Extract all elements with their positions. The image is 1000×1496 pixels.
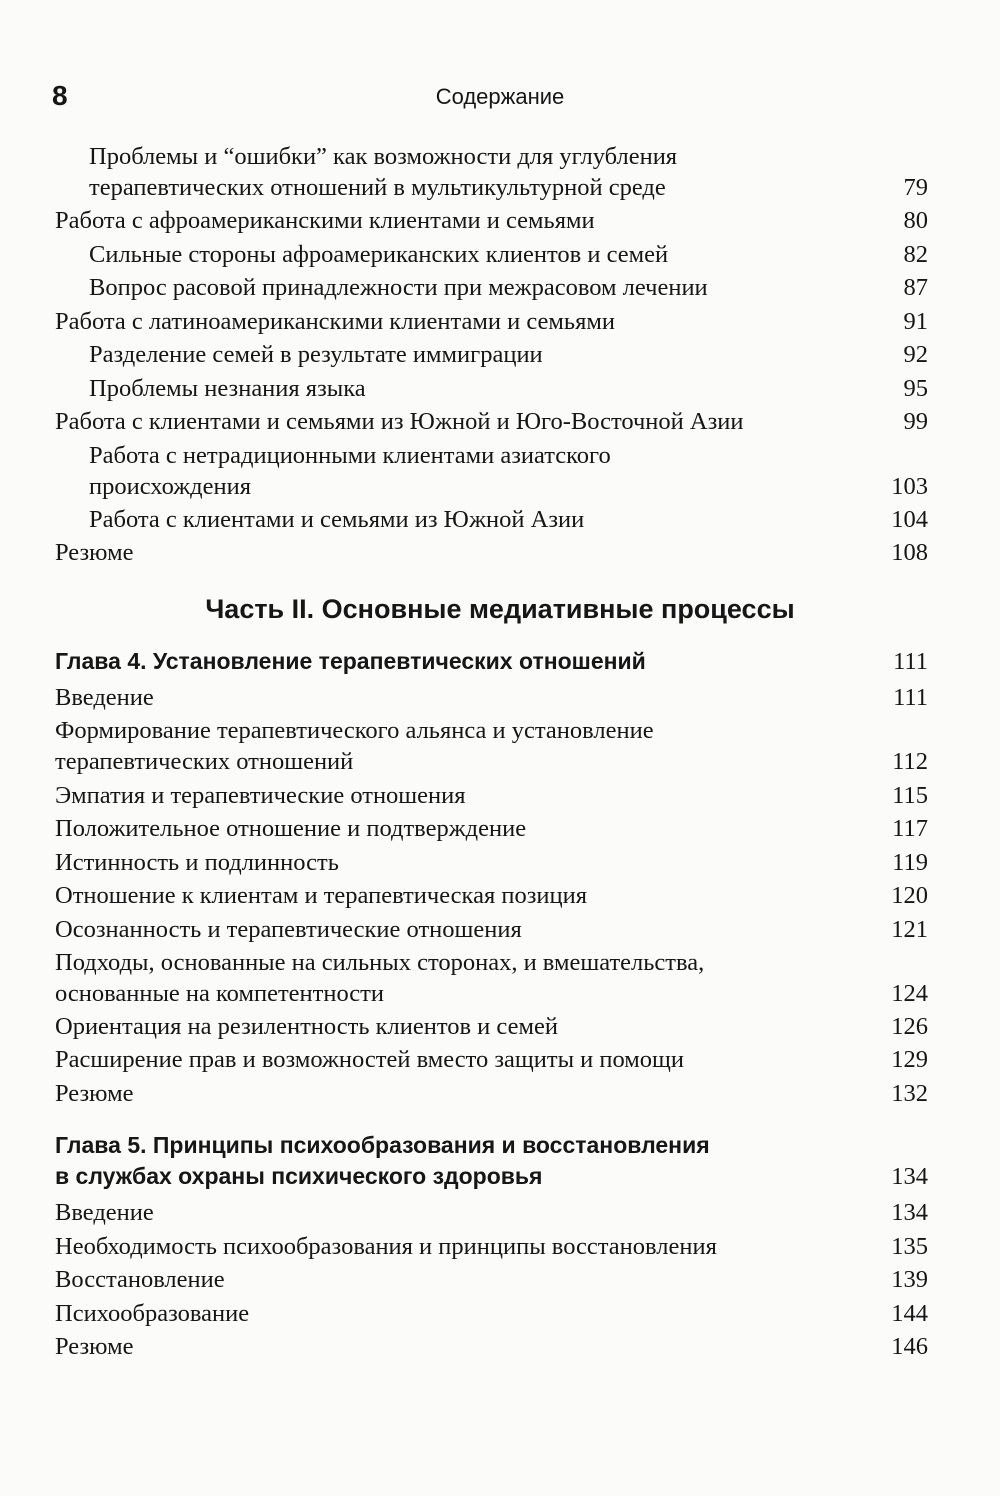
toc-entry [55, 715, 928, 777]
toc-entry-page: 117 [892, 815, 928, 842]
toc-entry-page: 79 [903, 174, 928, 201]
toc-entry-title: Восстановление [55, 1266, 225, 1293]
toc-entry [55, 847, 928, 878]
toc-entry-page: 121 [891, 916, 928, 943]
toc-entry [89, 339, 928, 370]
chapter-page: 111 [893, 648, 928, 675]
toc-entry-page: 95 [903, 375, 928, 402]
toc-entry-title: Работа с афроамериканскими клиентами и семьями [55, 207, 595, 234]
toc-entry-title: Положительное отношение и подтверждение [55, 815, 527, 842]
chapter-page: 134 [891, 1163, 928, 1190]
toc-entry-page: 119 [892, 849, 928, 876]
toc-entry [55, 537, 928, 568]
toc-entry-title: Резюме [55, 1080, 134, 1107]
toc-entry [55, 205, 928, 236]
toc-entry [55, 1331, 928, 1362]
toc-entry-title: Проблемы незнания языка [89, 375, 366, 402]
toc-entry [55, 1078, 928, 1109]
toc-entry-page: 132 [891, 1080, 928, 1107]
running-title: Содержание [435, 84, 565, 109]
toc-entry-page: 104 [891, 506, 928, 533]
toc-entry-title: Отношение к клиентам и терапевтическая позиция [55, 882, 587, 909]
part-title: Часть II. Основные медиативные процессы [205, 594, 795, 624]
toc-entry-title: Осознанность и терапевтические отношения [55, 916, 522, 943]
toc-entry [55, 813, 928, 844]
toc-entry-title: Работа с нетрадиционными клиентами азиатского происхождения [89, 442, 611, 500]
toc-entry [89, 440, 928, 502]
toc-entry-page: 103 [891, 473, 928, 500]
toc-entry-title: Работа с клиентами и семьями из Южной и Юго-Восточной Азии [55, 408, 744, 435]
toc-entry-title: Необходимость психообразования и принципы восстановления [55, 1233, 717, 1260]
toc-entry [55, 1231, 928, 1262]
toc-entry-page: 108 [891, 539, 928, 566]
toc-entry [55, 780, 928, 811]
toc-entry-title: Резюме [55, 539, 134, 566]
toc-entry-page: 91 [903, 308, 928, 335]
toc-entry-title: Психообразование [55, 1300, 250, 1327]
toc-entry-page: 146 [891, 1333, 928, 1360]
toc-entry-page: 80 [903, 207, 928, 234]
toc-entry [89, 272, 928, 303]
toc-entry-page: 99 [903, 408, 928, 435]
toc-entry-page: 144 [891, 1300, 928, 1327]
toc-entry [89, 373, 928, 404]
toc-entry-title: Резюме [55, 1333, 134, 1360]
toc-entry-page: 134 [891, 1199, 928, 1226]
chapter-heading [55, 646, 928, 677]
toc-entry-page: 135 [891, 1233, 928, 1260]
toc-entry-page: 129 [891, 1046, 928, 1073]
toc-entry-page: 120 [891, 882, 928, 909]
toc-entry-page: 115 [892, 782, 928, 809]
toc-entry [55, 682, 928, 713]
toc-entry-title: Эмпатия и терапевтические отношения [55, 782, 466, 809]
toc-entry [55, 1298, 928, 1329]
toc-entry [55, 1011, 928, 1042]
toc-entry-page: 139 [891, 1266, 928, 1293]
toc-entry-title: Расширение прав и возможностей вместо защиты и помощи [55, 1046, 685, 1073]
toc-entry [55, 947, 928, 1009]
toc-entry-page: 87 [903, 274, 928, 301]
toc-entry [89, 239, 928, 270]
toc-entry-title: Формирование терапевтического альянса и установление терапевтических отношений [55, 717, 654, 775]
toc-entry-page: 112 [892, 748, 928, 775]
chapter-title: Глава 4. Установление терапевтических отношений [55, 648, 646, 674]
toc-entry [55, 1197, 928, 1228]
toc-entry-title: Истинность и подлинность [55, 849, 339, 876]
toc-entry [55, 1264, 928, 1295]
toc-entry [55, 880, 928, 911]
toc-entry [55, 914, 928, 945]
toc-entry [89, 141, 928, 203]
toc-entry [55, 1044, 928, 1075]
toc-entry-page: 126 [891, 1013, 928, 1040]
toc-entry-page: 124 [891, 980, 928, 1007]
chapter-title: Глава 5. Принципы психообразования и восстановления в службах охраны психического здоровья [55, 1132, 710, 1189]
toc-entry-title: Введение [55, 684, 154, 711]
toc-entry-page: 82 [903, 241, 928, 268]
toc-entry-page: 111 [893, 684, 928, 711]
toc-entry [89, 504, 928, 535]
toc-entry [55, 406, 928, 437]
toc-entry-title: Проблемы и “ошибки” как возможности для углубления терапевтических отношений в мультикультурной среде [89, 143, 678, 201]
toc-entry-title: Работа с латиноамериканскими клиентами и семьями [55, 308, 615, 335]
toc-entry-title: Работа с клиентами и семьями из Южной Азии [89, 506, 585, 533]
toc-entry-title: Вопрос расовой принадлежности при межрасовом лечении [89, 274, 708, 301]
toc-entry-title: Подходы, основанные на сильных сторонах, и вмешательства, основанные на компетентности [55, 949, 705, 1007]
toc-entry-title: Введение [55, 1199, 154, 1226]
chapter-heading [55, 1130, 928, 1192]
toc-entry-title: Разделение семей в результате иммиграции [89, 341, 543, 368]
page-number: 8 [52, 80, 68, 111]
toc-entry [55, 306, 928, 337]
toc-entry-page: 92 [903, 341, 928, 368]
toc-entry-title: Ориентация на резилентность клиентов и семей [55, 1013, 558, 1040]
toc-entry-title: Сильные стороны афроамериканских клиентов и семей [89, 241, 669, 268]
